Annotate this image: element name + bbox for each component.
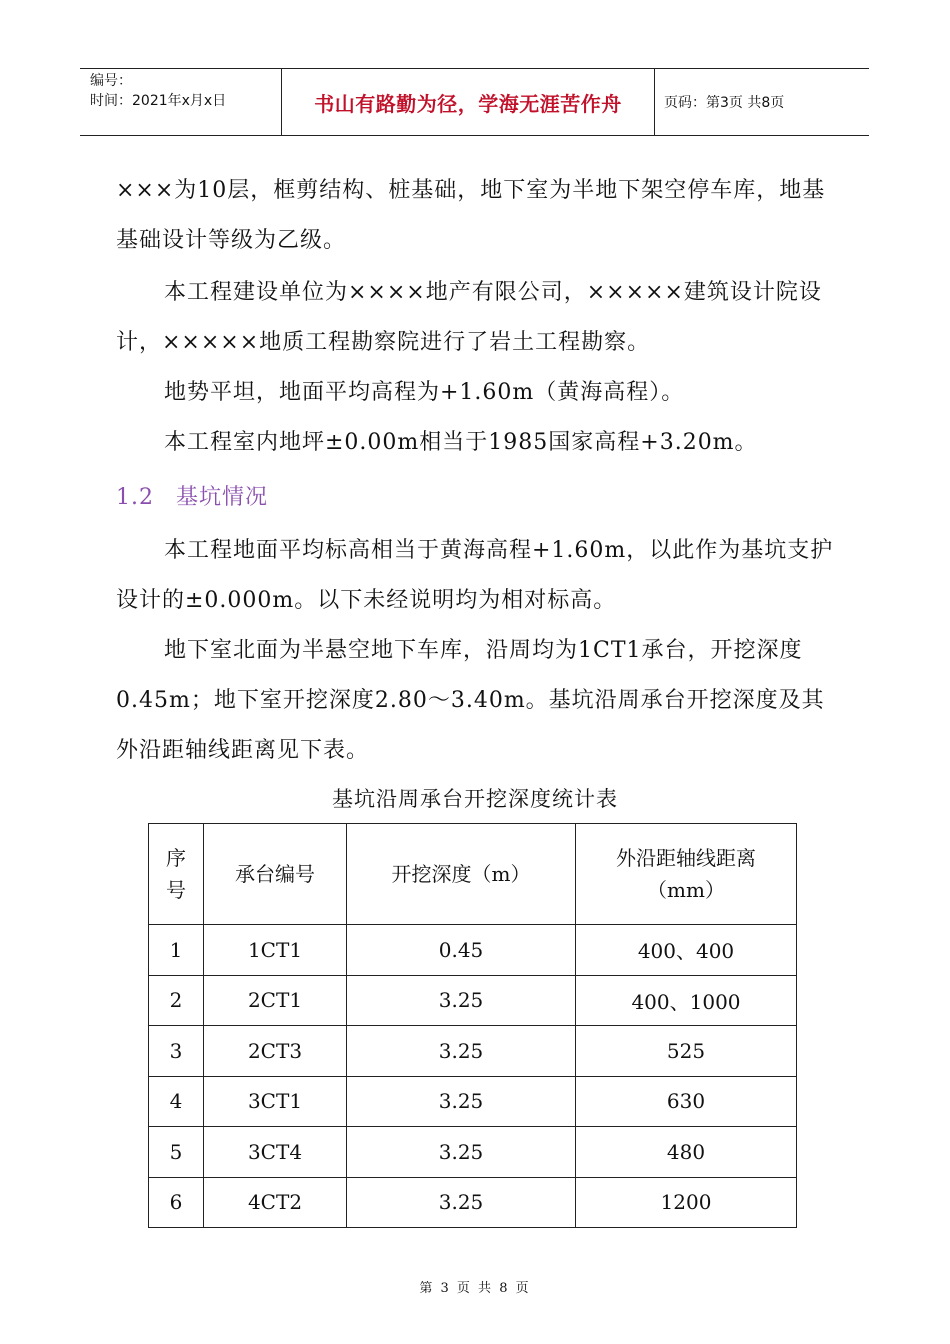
cell-depth: 3.25 <box>347 1076 576 1127</box>
table-row <box>149 975 797 1026</box>
header-distance-line2: （mm） <box>647 878 725 902</box>
paragraph-datum: 本工程地面平均标高相当于黄海高程+1.60m，以此作为基坑支护设计的±0.000m。以下未经说明均为相对标高。 <box>116 538 834 613</box>
time-label: 时间：2021年x月x日 <box>90 93 227 109</box>
table-title: 基坑沿周承台开挖深度统计表 <box>332 787 618 811</box>
cell-seq: 3 <box>149 1026 204 1077</box>
cell-depth: 3.25 <box>347 1127 576 1178</box>
cell-depth: 0.45 <box>347 925 576 976</box>
cell-cap-id: 1CT1 <box>204 925 347 976</box>
cell-cap-id: 3CT4 <box>204 1127 347 1178</box>
table-row <box>149 1026 797 1077</box>
header-distance-line1: 外沿距轴线距离 <box>616 846 756 870</box>
table-row <box>149 1076 797 1127</box>
table-row <box>149 1127 797 1178</box>
cell-cap-id: 2CT3 <box>204 1026 347 1077</box>
cell-depth: 3.25 <box>347 1026 576 1077</box>
header-seq <box>149 824 204 925</box>
table-header-row <box>149 824 797 925</box>
paragraph-building: ×××为10层，框剪结构、桩基础，地下室为半地下架空停车库，地基基础设计等级为乙级。 <box>116 178 826 253</box>
header-distance <box>576 824 797 925</box>
cell-cap-id: 2CT1 <box>204 975 347 1026</box>
serial-label: 编号： <box>90 73 132 89</box>
cell-seq: 1 <box>149 925 204 976</box>
cell-seq: 2 <box>149 975 204 1026</box>
paragraph-parties: 本工程建设单位为××××地产有限公司，×××××建筑设计院设计，×××××地质工程勘察院进行了岩土工程勘察。 <box>116 280 822 355</box>
paragraph-excavation: 地下室北面为半悬空地下车库，沿周均为1CT1承台，开挖深度0.45m；地下室开挖深度2.80～3.40m。基坑沿周承台开挖深度及其外沿距轴线距离见下表。 <box>116 638 825 763</box>
paragraph-terrain: 地势平坦，地面平均高程为+1.60m（黄海高程）。 <box>164 380 685 405</box>
cell-cap-id: 4CT2 <box>204 1177 347 1228</box>
cell-seq: 6 <box>149 1177 204 1228</box>
cell-distance: 480 <box>576 1127 797 1178</box>
cell-seq: 5 <box>149 1127 204 1178</box>
paragraph-elevation: 本工程室内地坪±0.00m相当于1985国家高程+3.20m。 <box>164 430 758 455</box>
header-seq-line2: 号 <box>166 878 186 902</box>
table-row <box>149 925 797 976</box>
cell-distance: 1200 <box>576 1177 797 1228</box>
cell-depth: 3.25 <box>347 975 576 1026</box>
cell-cap-id: 3CT1 <box>204 1076 347 1127</box>
cell-distance: 400、400 <box>576 925 797 976</box>
table-row <box>149 1177 797 1228</box>
section-title: 基坑情况 <box>176 485 269 510</box>
header-depth: 开挖深度（m） <box>347 824 576 925</box>
cell-distance: 630 <box>576 1076 797 1127</box>
header-cap-id: 承台编号 <box>204 824 347 925</box>
cell-distance: 525 <box>576 1026 797 1077</box>
excavation-table <box>148 823 797 1228</box>
cell-seq: 4 <box>149 1076 204 1127</box>
header-page-label: 页码：第3页 共8页 <box>664 95 785 111</box>
header-seq-line1: 序 <box>166 846 186 870</box>
header-motto: 书山有路勤为径，学海无涯苦作舟 <box>282 69 655 135</box>
page-footer: 第 3 页 共 8 页 <box>419 1281 531 1296</box>
cell-distance: 400、1000 <box>576 975 797 1026</box>
page-header <box>80 68 869 136</box>
header-info <box>80 69 282 135</box>
cell-depth: 3.25 <box>347 1177 576 1228</box>
section-heading <box>116 473 268 523</box>
section-number: 1.2 <box>116 485 154 510</box>
